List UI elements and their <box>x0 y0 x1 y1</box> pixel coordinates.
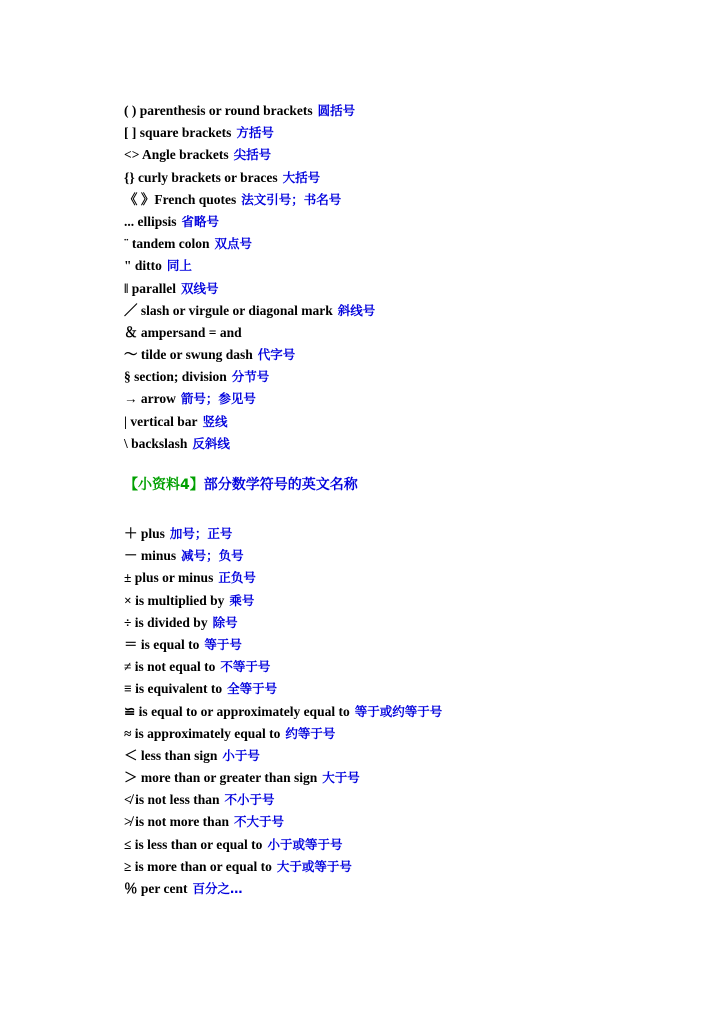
english-term: ≤ is less than or equal to <box>124 836 263 852</box>
chinese-term: 等于或约等于号 <box>354 703 443 719</box>
chinese-term: 代字号 <box>257 347 296 363</box>
list-item <box>124 523 704 545</box>
list-item <box>124 745 704 767</box>
chinese-term: 大括号 <box>282 169 321 185</box>
list-item <box>124 300 704 322</box>
list-item <box>124 767 704 789</box>
math-symbol-list <box>124 523 704 900</box>
chinese-term: 圆括号 <box>317 103 356 118</box>
chinese-term: 大于号 <box>322 770 360 786</box>
english-term: | vertical bar <box>124 413 198 429</box>
english-term: － minus <box>124 548 177 564</box>
chinese-term: 斜线号 <box>337 302 376 318</box>
list-item <box>124 189 704 211</box>
english-term: ＞ more than or greater than sign <box>124 770 318 786</box>
list-item <box>124 388 704 410</box>
english-term: ≠ is not equal to <box>124 659 216 675</box>
list-item <box>124 878 704 900</box>
english-term: ≌ is equal to or approximately equal to <box>124 703 350 719</box>
list-item <box>124 834 704 856</box>
english-term: 《 》French quotes <box>124 191 237 207</box>
english-term: ／ slash or virgule or diagonal mark <box>124 302 333 318</box>
chinese-term: 同上 <box>166 258 192 274</box>
list-item <box>124 656 704 678</box>
chinese-term: 省略号 <box>181 213 220 229</box>
english-term: × is multiplied by <box>124 592 225 608</box>
chinese-term: 不小于号 <box>224 792 275 808</box>
document-page <box>124 100 704 900</box>
chinese-term: 大于或等于号 <box>276 858 352 874</box>
chinese-term: 双线号 <box>181 280 219 296</box>
english-term: ≥ is more than or equal to <box>124 858 272 874</box>
chinese-term: 双点号 <box>214 236 253 252</box>
chinese-term: 小于号 <box>222 747 260 763</box>
english-term: ± plus or minus <box>124 570 214 586</box>
list-item <box>124 701 704 723</box>
chinese-term: 约等于号 <box>285 725 336 741</box>
list-item <box>124 278 704 300</box>
heading-title: 部分数学符号的英文名称 <box>203 477 358 493</box>
chinese-term: 尖括号 <box>233 147 272 163</box>
list-item <box>124 590 704 612</box>
chinese-term: 反斜线 <box>192 435 230 451</box>
english-term: \ backslash <box>124 435 188 451</box>
list-item <box>124 366 704 388</box>
chinese-term: 百分之… <box>192 881 243 896</box>
list-item <box>124 322 704 344</box>
chinese-term: 全等于号 <box>227 681 278 697</box>
list-item <box>124 167 704 189</box>
list-item <box>124 567 704 589</box>
chinese-term: 法文引号；书名号 <box>241 191 342 207</box>
chinese-term: 乘号 <box>229 592 255 608</box>
list-item <box>124 211 704 233</box>
english-term: <> Angle brackets <box>124 147 229 163</box>
list-item <box>124 255 704 277</box>
chinese-term: 除号 <box>212 614 238 630</box>
english-term: ¨ tandem colon <box>124 236 210 252</box>
english-term: {} curly brackets or braces <box>124 169 278 185</box>
chinese-term: 分节号 <box>231 369 270 385</box>
english-term: § section; division <box>124 369 227 385</box>
list-item <box>124 723 704 745</box>
english-term: " ditto <box>124 258 162 274</box>
english-term: ＝ is equal to <box>124 636 200 652</box>
english-term: ≈ is approximately equal to <box>124 725 281 741</box>
section-heading <box>124 473 704 497</box>
list-item <box>124 545 704 567</box>
chinese-term: 竖线 <box>202 413 228 429</box>
chinese-term: 减号；负号 <box>181 548 244 564</box>
list-item <box>124 811 704 833</box>
chinese-term: 正负号 <box>218 570 256 586</box>
english-term: [ ] square brackets <box>124 125 232 141</box>
list-item <box>124 344 704 366</box>
english-term: ～ tilde or swung dash <box>124 347 253 363</box>
english-term: → arrow <box>124 391 176 407</box>
chinese-term: 小于或等于号 <box>267 836 343 852</box>
chinese-term: 方括号 <box>236 125 274 141</box>
list-item <box>124 433 704 455</box>
english-term: ‖ parallel <box>124 280 176 296</box>
english-term: ( ) parenthesis or round brackets <box>124 103 313 118</box>
english-term: ≡ is equivalent to <box>124 681 223 697</box>
english-term: ... ellipsis <box>124 213 177 229</box>
english-term: ＋ plus <box>124 526 165 541</box>
list-item <box>124 411 704 433</box>
list-item <box>124 144 704 166</box>
list-item <box>124 678 704 700</box>
english-term: ≮ is not less than <box>124 792 220 808</box>
list-item <box>124 612 704 634</box>
list-item <box>124 122 704 144</box>
english-term: ＆ ampersand = and <box>124 324 242 340</box>
heading-tag: 【小资料4】 <box>124 477 204 493</box>
punctuation-list <box>124 100 704 455</box>
list-item <box>124 789 704 811</box>
list-item <box>124 634 704 656</box>
chinese-term: 箭号；参见号 <box>180 391 256 407</box>
english-term: ≯ is not more than <box>124 814 229 830</box>
list-item <box>124 856 704 878</box>
chinese-term: 不等于号 <box>220 659 271 675</box>
chinese-term: 等于号 <box>204 636 242 652</box>
list-item <box>124 100 704 122</box>
chinese-term: 不大于号 <box>233 814 284 830</box>
chinese-term: 加号；正号 <box>169 526 233 541</box>
english-term: ＜ less than sign <box>124 747 218 763</box>
english-term: ％ per cent <box>124 881 188 896</box>
english-term: ÷ is divided by <box>124 614 208 630</box>
list-item <box>124 233 704 255</box>
